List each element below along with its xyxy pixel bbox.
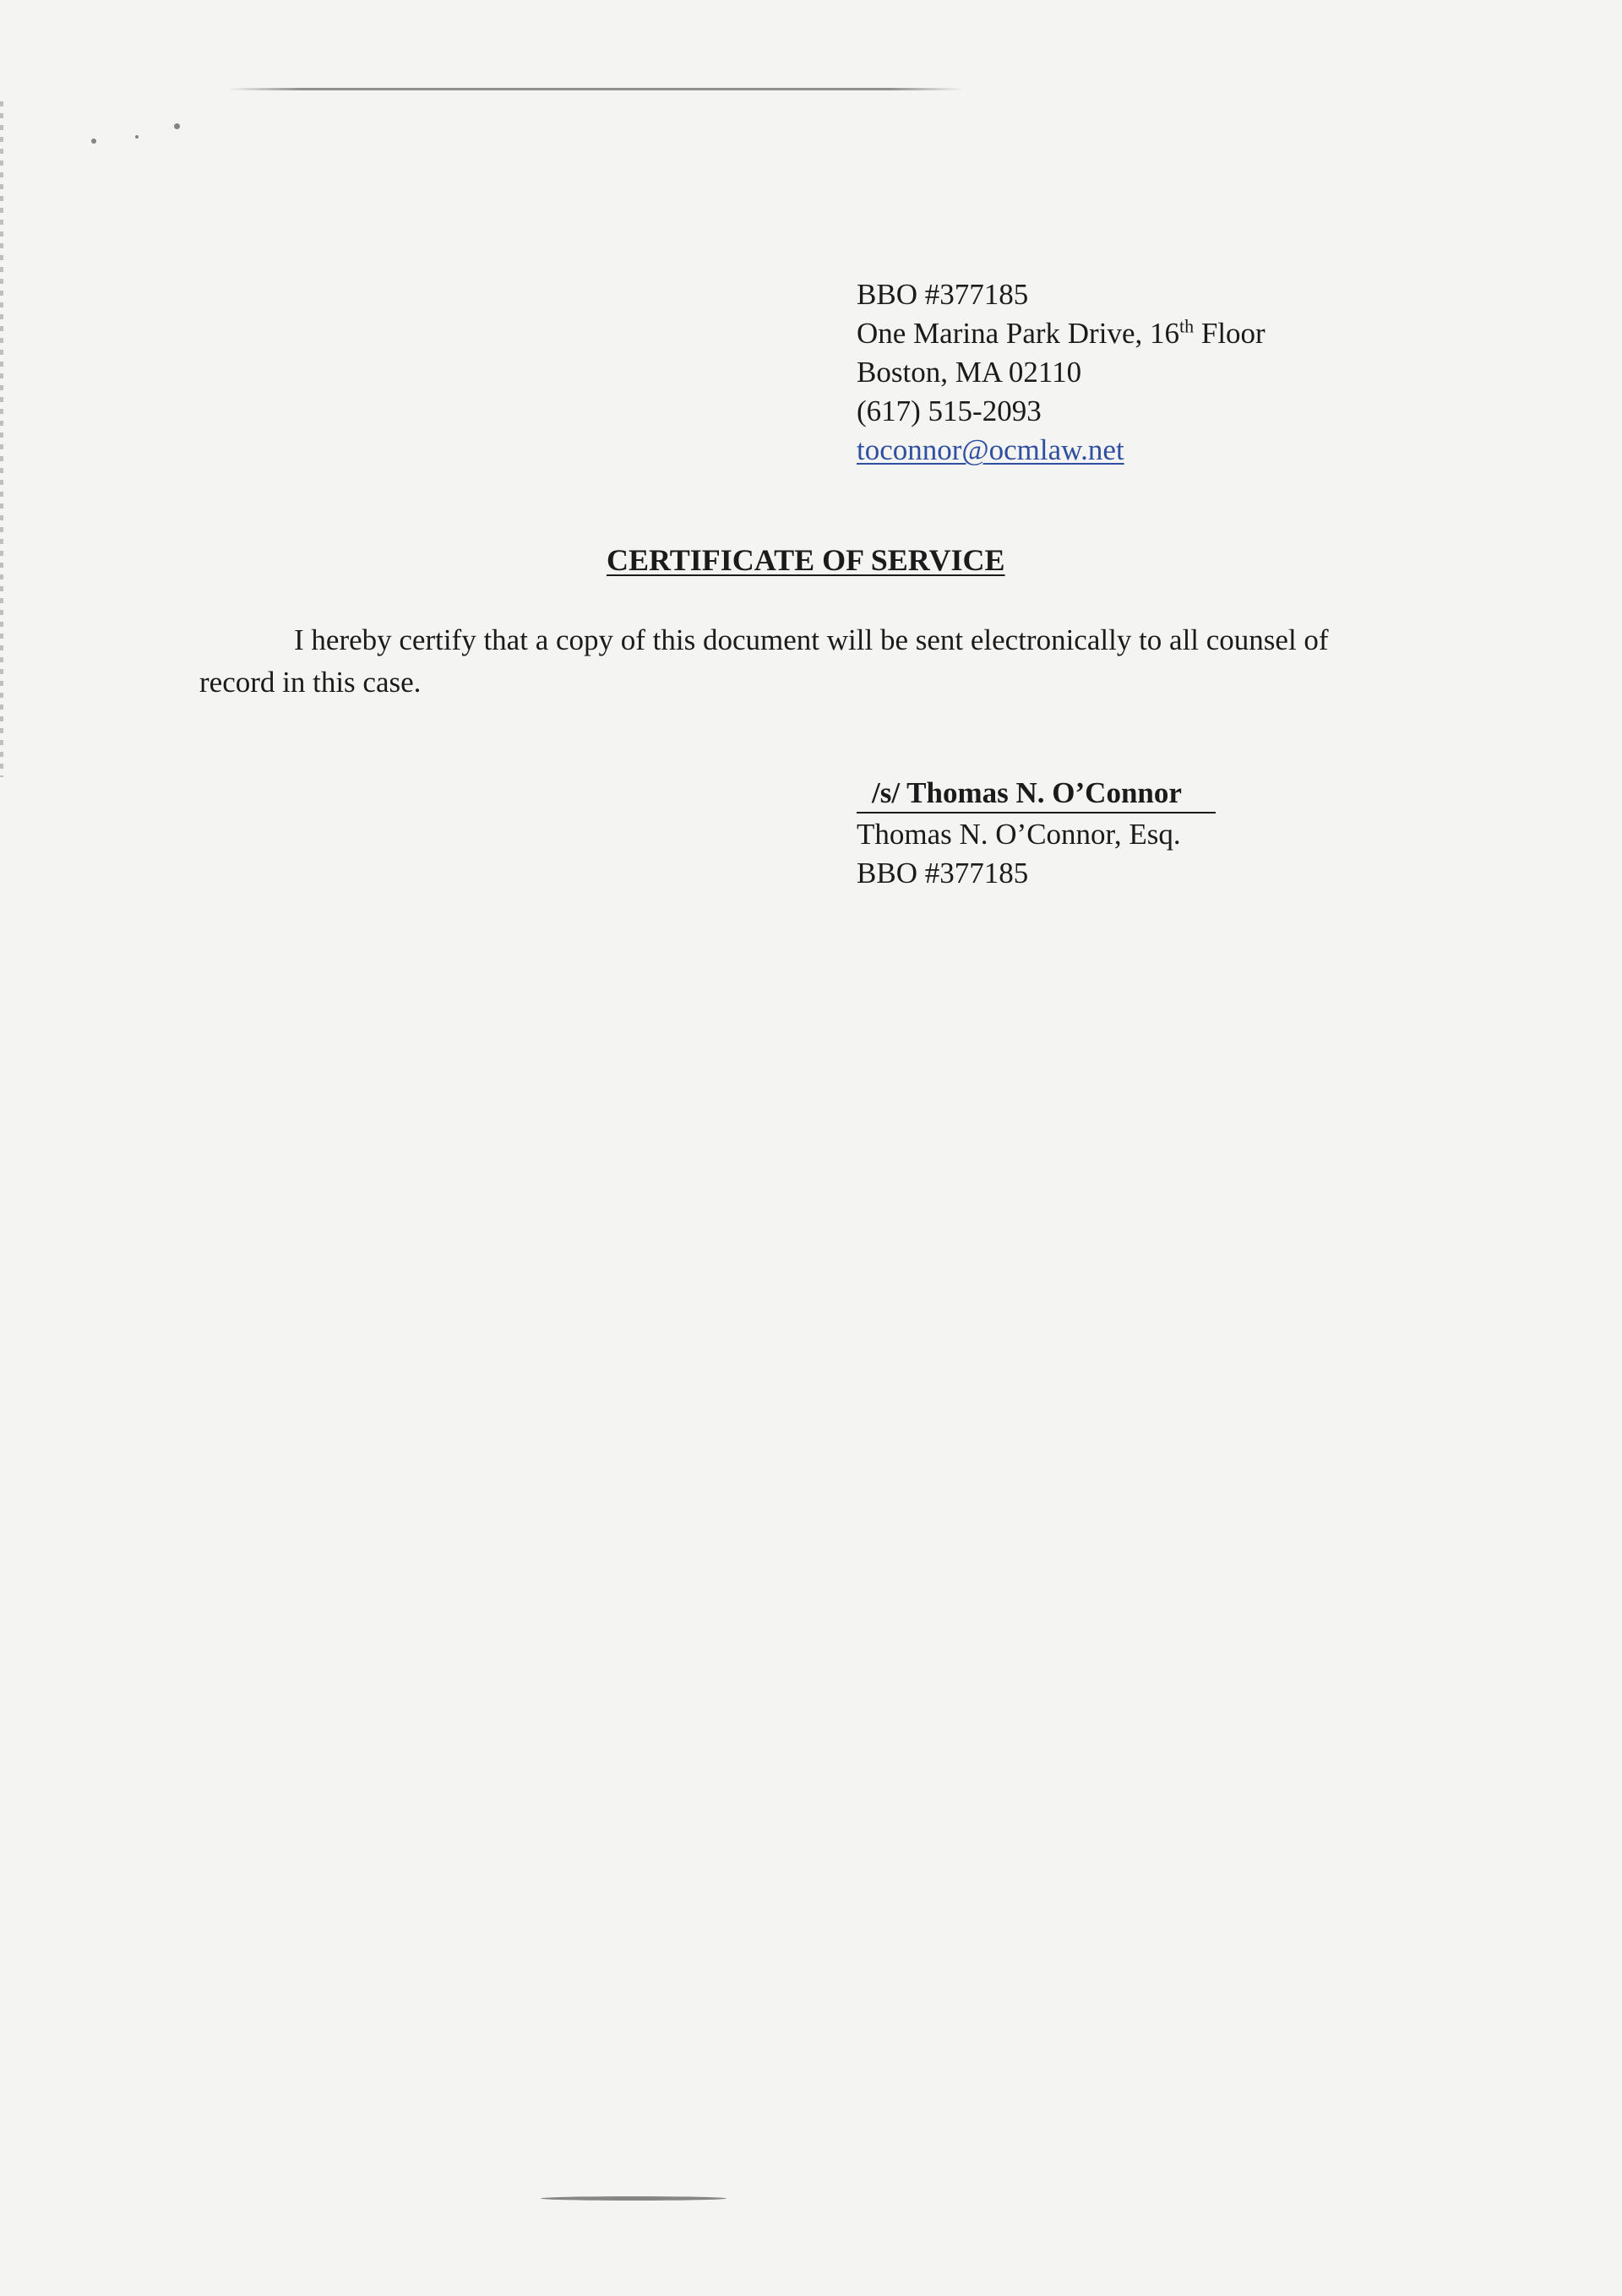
certificate-heading: CERTIFICATE OF SERVICE	[607, 543, 1005, 577]
attorney-email-link[interactable]: toconnor@ocmlaw.net	[857, 433, 1124, 466]
scan-edge-left	[0, 101, 3, 777]
attorney-bbo: BBO #377185	[857, 278, 1029, 311]
floor-ordinal: th	[1178, 315, 1195, 337]
signer-name: Thomas N. O’Connor, Esq.	[857, 818, 1181, 851]
attorney-phone: (617) 515-2093	[857, 394, 1042, 427]
signature-block	[857, 774, 1216, 893]
attorney-city-state-zip: Boston, MA 02110	[857, 356, 1082, 389]
scan-speck	[91, 139, 96, 144]
attorney-street-address	[857, 314, 1265, 353]
scan-edge-bottom	[541, 2196, 727, 2201]
floor-text: Floor	[1194, 317, 1265, 350]
attorney-address-block	[857, 275, 1265, 470]
signature-line: /s/ Thomas N. O’Connor	[857, 775, 1216, 813]
scan-speck	[135, 135, 139, 139]
scan-edge-top	[228, 88, 963, 90]
certificate-body	[199, 619, 1407, 704]
scan-speck	[174, 123, 180, 129]
certificate-body-text: I hereby certify that a copy of this document will be sent electronically to all counsel of record in this case.	[199, 623, 1329, 699]
signer-bbo: BBO #377185	[857, 857, 1029, 890]
street-address-text: One Marina Park Drive, 16	[857, 317, 1179, 350]
